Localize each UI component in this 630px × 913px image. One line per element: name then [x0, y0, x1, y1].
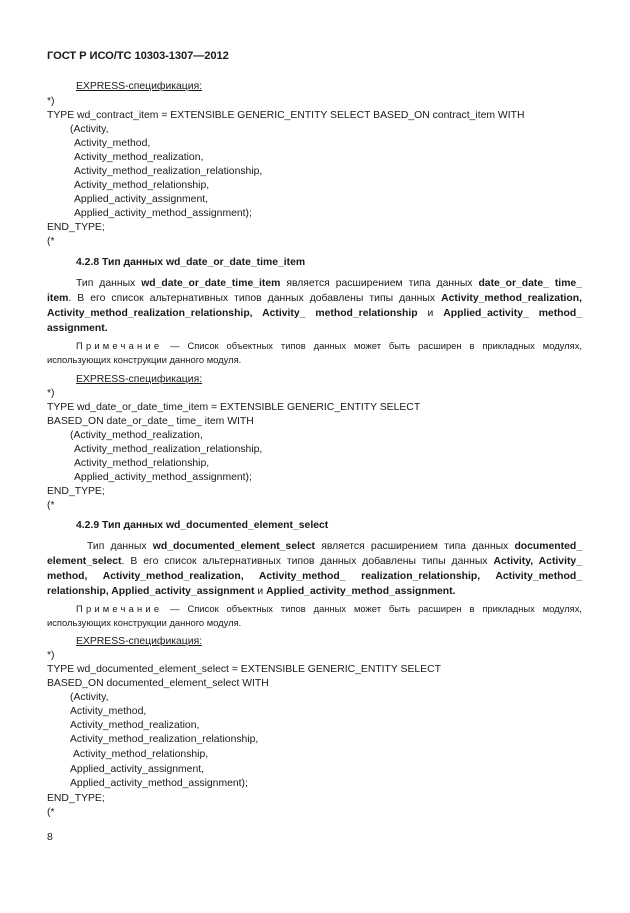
text: является расширением типа данных: [315, 541, 515, 552]
express-spec-label-3: EXPRESS-спецификация:: [76, 636, 203, 647]
term: Activity_method_realization_relationship, Activity_ method_relationship: [47, 308, 418, 319]
comment-close-2: *): [47, 388, 55, 399]
text: . В его список альтернативных типов данных добавлены типы данных: [68, 293, 442, 304]
code-line: Activity_method_realization_relationship,: [74, 166, 263, 177]
code-line: Applied_activity_method_assignment);: [74, 208, 252, 219]
term: documented_: [514, 541, 583, 552]
page-number: 8: [47, 832, 53, 843]
term: Activity_method_realization,: [441, 293, 582, 304]
comment-open-1: (*: [47, 236, 55, 247]
term: element_select: [47, 556, 122, 567]
comment-open-2: (*: [47, 500, 55, 511]
code-line: Activity_method_relationship,: [74, 180, 210, 191]
term: method, Activity_method_realization, Activity_method_ realization_relationship, Activity_method_: [47, 571, 582, 582]
term: relationship, Applied_activity_assignment: [47, 586, 255, 597]
note-text: — Список объектных типов данных может быть расширен в прикладных модулях, использующих конструкции данного модуля.: [47, 340, 582, 365]
end-type-1: END_TYPE;: [47, 222, 105, 233]
section-heading-428: 4.2.8 Тип данных wd_date_or_date_time_item: [76, 257, 306, 268]
code-line: Activity_method_realization,: [74, 152, 204, 163]
text: Тип данных: [87, 541, 153, 552]
text: . В его список альтернативных типов данных добавлены типы данных: [121, 556, 494, 567]
code-line: Activity_method_realization_relationship,: [74, 444, 263, 455]
comment-open-3: (*: [47, 807, 55, 818]
code-line: BASED_ON date_or_date_ time_ item WITH: [47, 416, 254, 427]
code-line: BASED_ON documented_element_select WITH: [47, 678, 269, 689]
text: является расширением типа данных: [280, 278, 479, 289]
code-line: (Activity,: [70, 692, 109, 703]
text: и: [254, 586, 267, 597]
text: и: [417, 308, 444, 319]
code-line: Activity_method_realization_relationship,: [70, 734, 259, 745]
express-spec-label-1: EXPRESS-спецификация:: [76, 81, 203, 92]
section-heading-429: 4.2.9 Тип данных wd_documented_element_select: [76, 520, 329, 531]
code-line: Applied_activity_method_assignment);: [74, 472, 252, 483]
code-line: Activity_method,: [74, 138, 151, 149]
note-label: Примечание: [76, 603, 163, 614]
note-text: — Список объектных типов данных может быть расширен в прикладных модулях, использующих конструкции данного модуля.: [47, 603, 582, 628]
code-line: Applied_activity_assignment,: [74, 194, 208, 205]
term: Applied_activity_method_assignment.: [266, 586, 456, 597]
text: Тип данных: [76, 278, 142, 289]
express-spec-label-2: EXPRESS-спецификация:: [76, 374, 203, 385]
paragraph-428: [47, 276, 582, 336]
paragraph-429: [47, 539, 582, 599]
note-428: [47, 339, 582, 367]
comment-close-3: *): [47, 650, 55, 661]
term: wd_date_or_date_time_item: [141, 278, 281, 289]
code-line: Activity_method,: [70, 706, 147, 717]
code-line: Applied_activity_assignment,: [70, 764, 204, 775]
note-label: Примечание: [76, 340, 163, 351]
code-line: TYPE wd_date_or_date_time_item = EXTENSIBLE GENERIC_ENTITY SELECT: [47, 402, 421, 413]
code-line: TYPE wd_documented_element_select = EXTENSIBLE GENERIC_ENTITY SELECT: [47, 664, 441, 675]
note-429: [47, 602, 582, 630]
code-line: Activity_method_relationship,: [73, 749, 209, 760]
code-line: Activity_method_realization,: [70, 720, 200, 731]
code-line: (Activity,: [70, 124, 109, 135]
code-line: Applied_activity_method_assignment);: [70, 778, 248, 789]
code-line: TYPE wd_contract_item = EXTENSIBLE GENERIC_ENTITY SELECT BASED_ON contract_item WITH: [47, 110, 525, 121]
term: date_or_date_ time_: [478, 278, 582, 289]
term: Applied_activity_ method_: [443, 308, 582, 319]
term: wd_documented_element_select: [152, 541, 316, 552]
page-header: ГОСТ Р ИСО/ТС 10303-1307—2012: [47, 50, 229, 62]
comment-close-1: *): [47, 96, 55, 107]
code-line: Activity_method_relationship,: [74, 458, 210, 469]
end-type-3: END_TYPE;: [47, 793, 105, 804]
end-type-2: END_TYPE;: [47, 486, 105, 497]
term: assignment.: [47, 323, 108, 334]
term: Activity, Activity_: [493, 556, 582, 567]
term: item: [47, 293, 69, 304]
code-line: (Activity_method_realization,: [70, 430, 203, 441]
